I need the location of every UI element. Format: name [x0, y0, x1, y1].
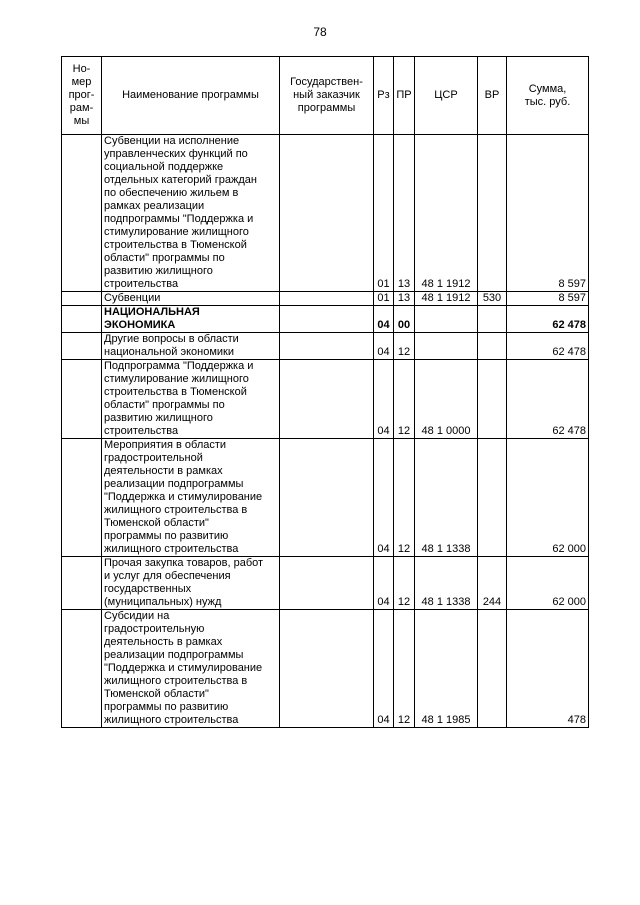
- cell-customer: [280, 306, 374, 333]
- cell-csr: [415, 306, 478, 333]
- cell-program-name: НАЦИОНАЛЬНАЯ ЭКОНОМИКА: [102, 306, 280, 333]
- table-row: [62, 557, 589, 610]
- table-row: [62, 306, 589, 333]
- cell-pr: 12: [394, 439, 415, 557]
- header-vr: ВР: [478, 57, 507, 135]
- table-header-row: [62, 57, 589, 135]
- cell-program-name: Мероприятия в области градостроительной деятельности в рамках реализации подпрограммы "Поддержка и стимулирование жилищного строительства в Тюменской области" программы по развитию жилищного строительства: [102, 439, 280, 557]
- cell-program-name: Другие вопросы в области национальной экономики: [102, 333, 280, 360]
- cell-rz: 04: [374, 360, 394, 439]
- cell-rz: 04: [374, 610, 394, 728]
- cell-pr: 12: [394, 610, 415, 728]
- cell-vr: [478, 306, 507, 333]
- cell-csr: 48 1 0000: [415, 360, 478, 439]
- cell-csr: 48 1 1912: [415, 292, 478, 306]
- cell-pr: 13: [394, 135, 415, 292]
- cell-program-number: [62, 439, 102, 557]
- header-program-name: Наименование программы: [102, 57, 280, 135]
- cell-vr: [478, 333, 507, 360]
- cell-csr: 48 1 1338: [415, 439, 478, 557]
- header-program-number-text: Но- мер прог- рам- мы: [68, 63, 95, 127]
- header-csr: ЦСР: [415, 57, 478, 135]
- page-number: 78: [313, 25, 327, 39]
- header-sum-text: Сумма, тыс. руб.: [524, 82, 571, 108]
- cell-sum: 62 478: [507, 360, 589, 439]
- cell-rz: 01: [374, 292, 394, 306]
- cell-vr: [478, 360, 507, 439]
- cell-csr: [415, 333, 478, 360]
- cell-program-name: Субсидии на градостроительную деятельность в рамках реализации подпрограммы "Поддержка и стимулирование жилищного строительства в Тюменской области" программы по развитию жилищного строительства: [102, 610, 280, 728]
- cell-program-name: Прочая закупка товаров, работ и услуг для обеспечения государственных (муниципальных) нужд: [102, 557, 280, 610]
- cell-program-number: [62, 610, 102, 728]
- cell-program-number: [62, 360, 102, 439]
- cell-vr: [478, 439, 507, 557]
- header-customer-text: Государствен- ный заказчик программы: [290, 76, 363, 114]
- cell-pr: 12: [394, 557, 415, 610]
- cell-customer: [280, 333, 374, 360]
- cell-program-name: Подпрограмма "Поддержка и стимулирование жилищного строительства в Тюменской области" программы по развитию жилищного строительства: [102, 360, 280, 439]
- cell-sum: 62 000: [507, 439, 589, 557]
- cell-rz: 01: [374, 135, 394, 292]
- cell-csr: 48 1 1985: [415, 610, 478, 728]
- header-pr: ПР: [394, 57, 415, 135]
- header-customer: [280, 57, 374, 135]
- cell-vr: [478, 610, 507, 728]
- cell-customer: [280, 360, 374, 439]
- cell-sum: 8 597: [507, 292, 589, 306]
- header-program-number: [62, 57, 102, 135]
- table-row: [62, 333, 589, 360]
- table-row: [62, 292, 589, 306]
- cell-rz: 04: [374, 439, 394, 557]
- cell-program-number: [62, 306, 102, 333]
- cell-vr: 530: [478, 292, 507, 306]
- header-rz: Рз: [374, 57, 394, 135]
- cell-sum: 8 597: [507, 135, 589, 292]
- table-row: [62, 360, 589, 439]
- cell-customer: [280, 557, 374, 610]
- header-sum: [507, 57, 589, 135]
- cell-customer: [280, 292, 374, 306]
- cell-vr: [478, 135, 507, 292]
- cell-pr: 13: [394, 292, 415, 306]
- cell-vr: 244: [478, 557, 507, 610]
- cell-customer: [280, 135, 374, 292]
- table-body: [62, 135, 589, 728]
- table-row: [62, 135, 589, 292]
- cell-customer: [280, 610, 374, 728]
- cell-sum: 62 000: [507, 557, 589, 610]
- cell-program-number: [62, 292, 102, 306]
- table-row: [62, 610, 589, 728]
- cell-sum: 478: [507, 610, 589, 728]
- cell-csr: 48 1 1912: [415, 135, 478, 292]
- cell-pr: 00: [394, 306, 415, 333]
- cell-sum: 62 478: [507, 333, 589, 360]
- cell-program-number: [62, 557, 102, 610]
- cell-rz: 04: [374, 333, 394, 360]
- budget-table: [61, 56, 589, 728]
- table-row: [62, 439, 589, 557]
- cell-csr: 48 1 1338: [415, 557, 478, 610]
- cell-sum: 62 478: [507, 306, 589, 333]
- cell-rz: 04: [374, 557, 394, 610]
- cell-program-number: [62, 333, 102, 360]
- cell-program-number: [62, 135, 102, 292]
- cell-pr: 12: [394, 360, 415, 439]
- cell-rz: 04: [374, 306, 394, 333]
- cell-customer: [280, 439, 374, 557]
- cell-program-name: Субвенции на исполнение управленческих функций по социальной поддержке отдельных категорий граждан по обеспечению жильем в рамках реализации подпрограммы "Поддержка и стимулирование жилищного строительства в Тюменской области" программы по развитию жилищного строительства: [102, 135, 280, 292]
- cell-pr: 12: [394, 333, 415, 360]
- cell-program-name: Субвенции: [102, 292, 280, 306]
